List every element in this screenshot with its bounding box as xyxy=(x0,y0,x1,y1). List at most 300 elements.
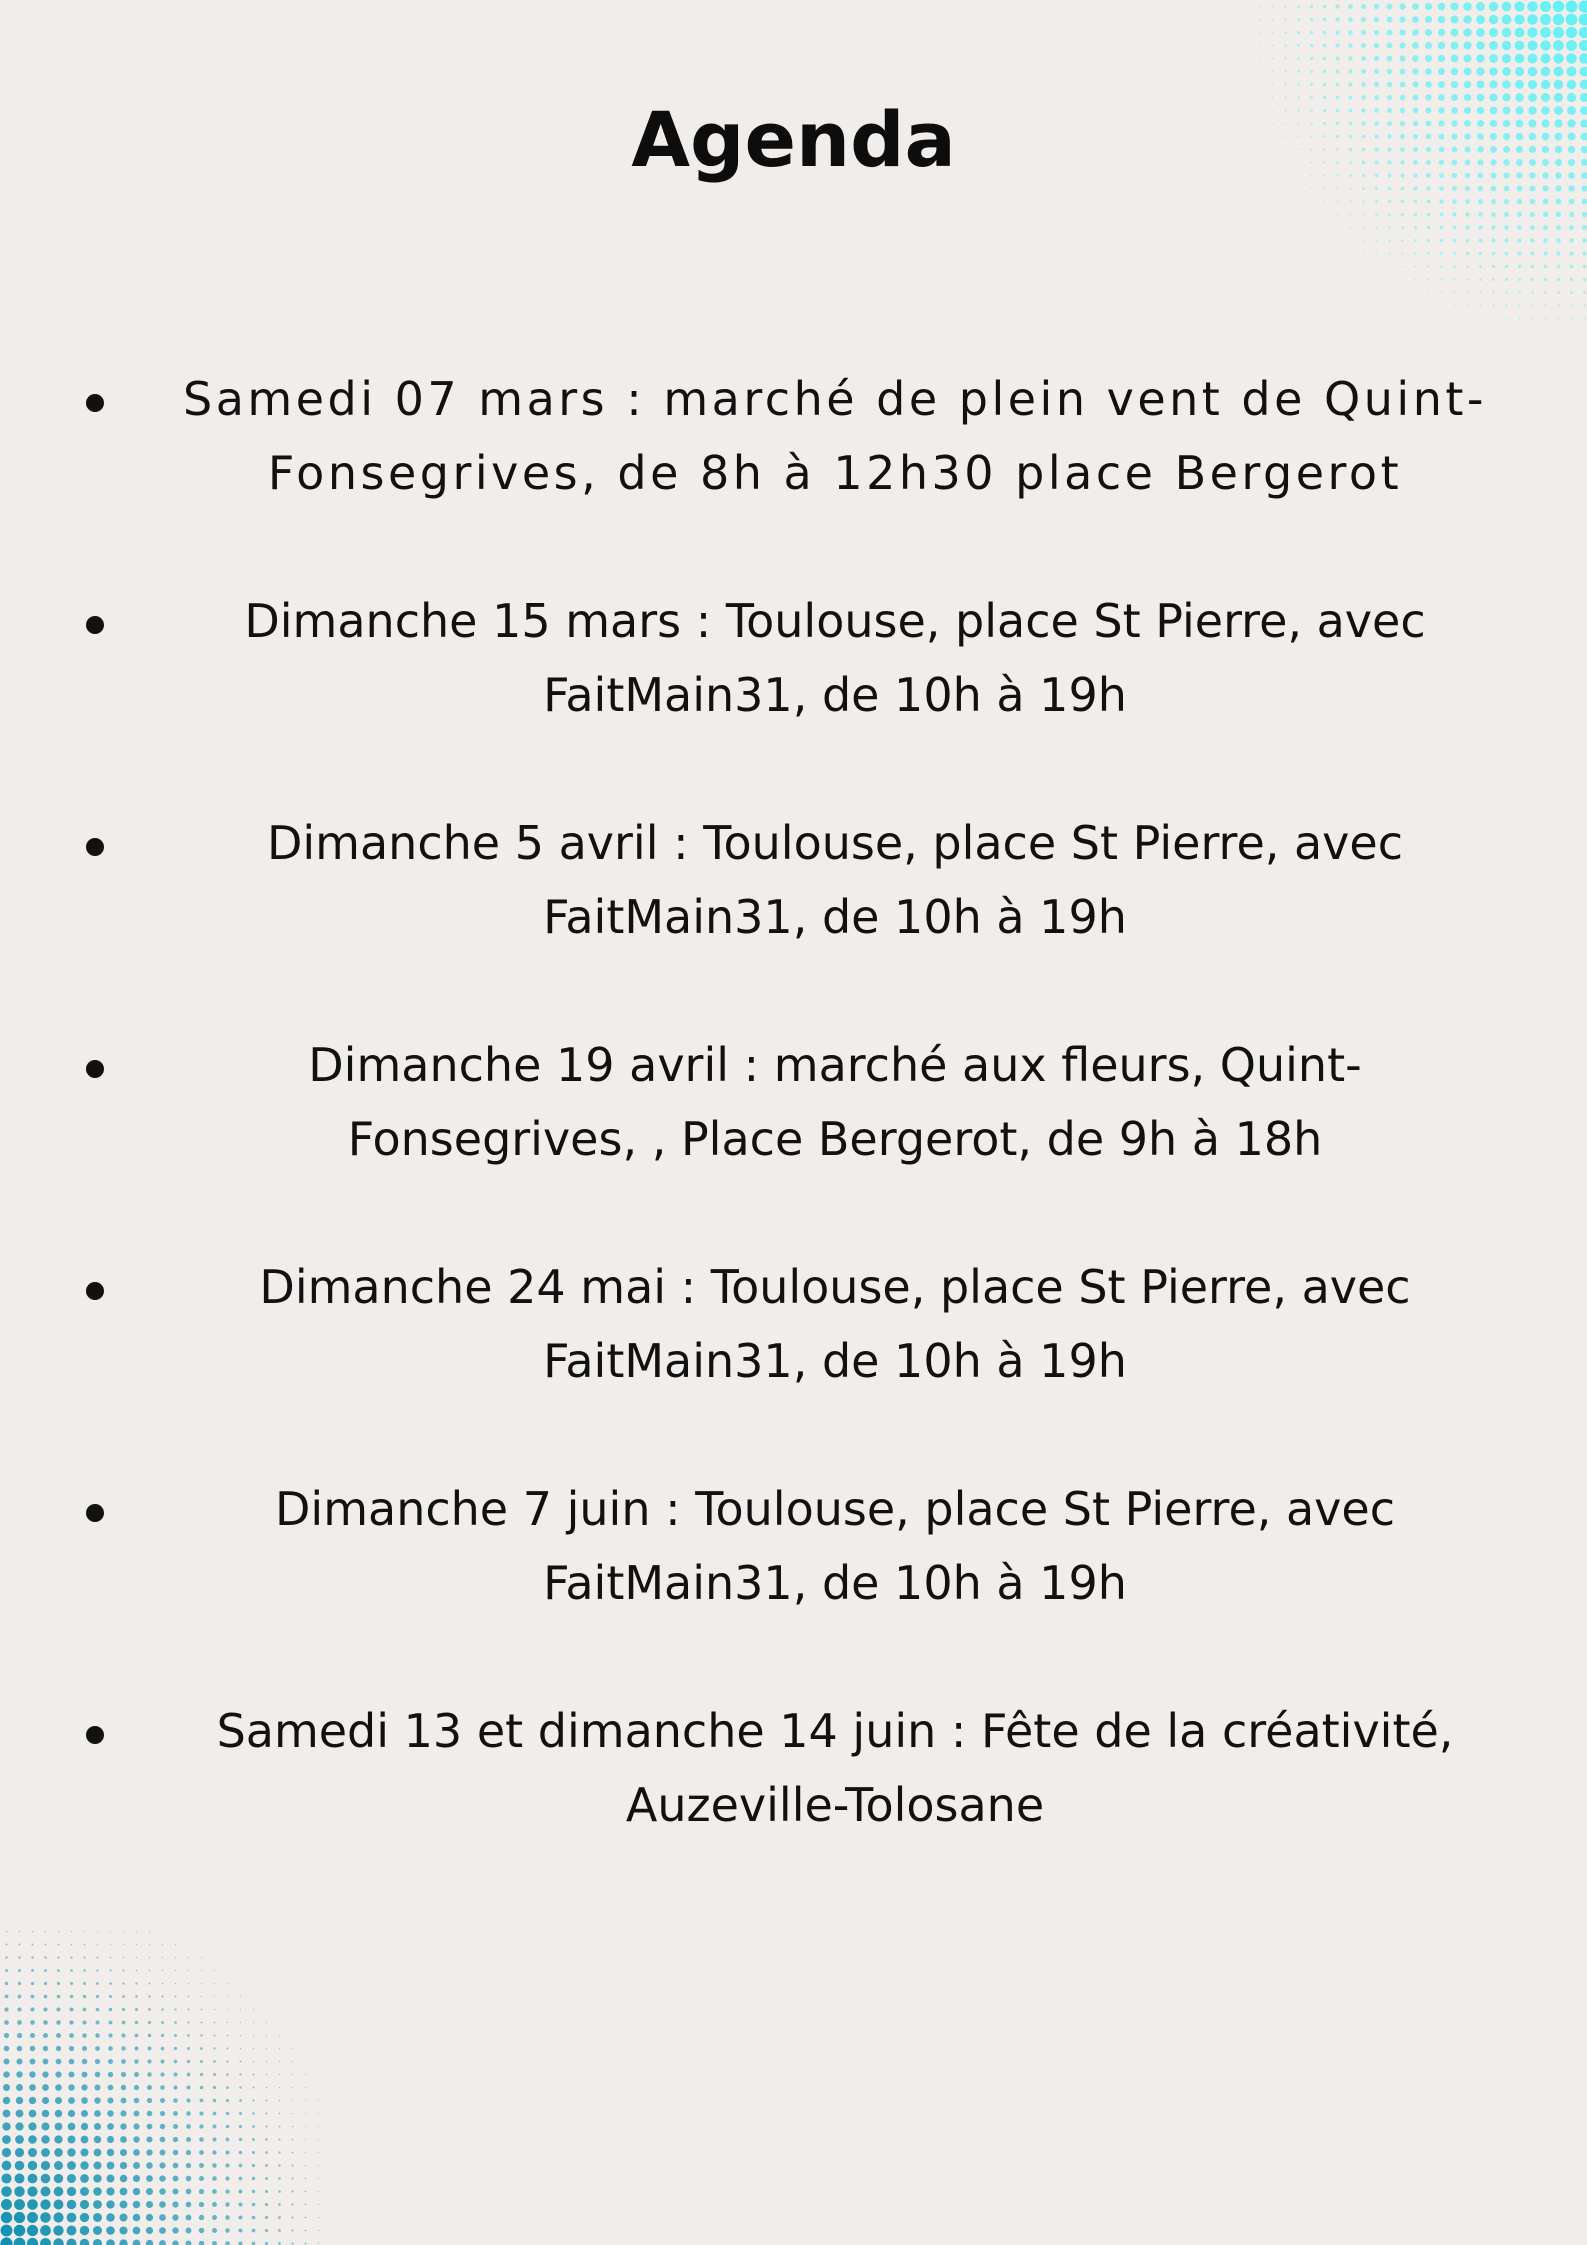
halftone-dot xyxy=(175,1970,176,1971)
halftone-dot xyxy=(29,2071,35,2077)
halftone-dot xyxy=(16,2058,22,2064)
halftone-dot xyxy=(1451,81,1458,88)
halftone-dot xyxy=(225,2189,229,2193)
halftone-dot xyxy=(265,2177,268,2180)
halftone-dot xyxy=(305,2191,307,2193)
halftone-dot xyxy=(266,2061,267,2062)
halftone-dot xyxy=(1583,291,1586,294)
halftone-dot xyxy=(135,1982,137,1984)
halftone-dot xyxy=(1554,80,1564,90)
halftone-dot xyxy=(149,1957,150,1958)
halftone-dot xyxy=(147,2124,153,2130)
halftone-dot xyxy=(213,2086,216,2089)
halftone-dot xyxy=(1348,82,1352,86)
halftone-dot xyxy=(68,2071,74,2077)
agenda-item-line-1: Dimanche 7 juin : Toulouse, place St Pierre, avec xyxy=(275,1482,1395,1536)
agenda-item-line-2: FaitMain31, de 10h à 19h xyxy=(543,668,1127,722)
halftone-dot xyxy=(318,2204,319,2205)
halftone-dot xyxy=(1350,240,1351,241)
halftone-dot xyxy=(1363,227,1365,229)
halftone-dot xyxy=(80,2161,88,2169)
halftone-dot xyxy=(292,2087,293,2088)
halftone-dot xyxy=(94,2123,101,2130)
halftone-dot xyxy=(1401,213,1404,216)
halftone-dot xyxy=(226,2060,228,2062)
halftone-dot xyxy=(1493,305,1495,307)
halftone-dot xyxy=(14,2186,24,2196)
halftone-dot xyxy=(83,1969,86,1972)
halftone-dot xyxy=(1582,212,1587,217)
halftone-dot xyxy=(1272,58,1274,60)
halftone-dot xyxy=(1478,199,1483,204)
halftone-dot xyxy=(1465,199,1470,204)
halftone-dot xyxy=(54,2200,64,2210)
halftone-dot xyxy=(1566,66,1576,76)
halftone-dot xyxy=(1412,29,1419,36)
halftone-dot xyxy=(199,2202,204,2207)
halftone-dot xyxy=(188,2009,190,2011)
halftone-dot xyxy=(1518,304,1520,306)
halftone-dot xyxy=(318,2113,319,2114)
halftone-dot xyxy=(1363,240,1365,242)
halftone-dot xyxy=(41,2135,49,2143)
halftone-dot xyxy=(1440,265,1443,268)
halftone-dot xyxy=(80,2239,89,2245)
halftone-dot xyxy=(239,2164,243,2168)
halftone-dot xyxy=(41,2174,51,2184)
halftone-dot xyxy=(1298,201,1299,202)
halftone-dot xyxy=(110,1957,112,1959)
halftone-dot xyxy=(1453,265,1456,268)
halftone-dot xyxy=(1505,278,1508,281)
halftone-dot xyxy=(133,2188,140,2195)
halftone-dot xyxy=(225,2215,230,2220)
halftone-dot xyxy=(292,2152,294,2154)
halftone-dot xyxy=(109,1982,112,1985)
halftone-dot xyxy=(69,2046,74,2051)
halftone-dot xyxy=(1414,252,1416,254)
halftone-dot xyxy=(14,2199,25,2210)
halftone-dot xyxy=(1,2186,12,2197)
halftone-dot xyxy=(67,2174,76,2183)
halftone-dot xyxy=(240,2048,242,2050)
halftone-dot xyxy=(120,2201,128,2209)
halftone-dot xyxy=(107,2123,114,2130)
halftone-dot xyxy=(18,1956,20,1958)
halftone-dot xyxy=(2,2161,12,2171)
halftone-dot xyxy=(1324,214,1325,215)
halftone-dot xyxy=(82,2020,86,2024)
halftone-dot xyxy=(108,2059,113,2064)
halftone-dot xyxy=(1438,81,1445,88)
halftone-dot xyxy=(133,2214,141,2222)
agenda-item-text xyxy=(140,362,1530,510)
halftone-dot xyxy=(1349,200,1351,202)
halftone-dot xyxy=(1426,199,1430,203)
halftone-dot xyxy=(1259,45,1261,47)
halftone-dot xyxy=(172,2214,178,2220)
halftone-dot xyxy=(6,1931,8,1933)
halftone-dot xyxy=(18,1969,21,1972)
halftone-dot xyxy=(17,2007,21,2011)
halftone-dot xyxy=(1544,291,1547,294)
halftone-dot xyxy=(1466,278,1468,280)
halftone-dot xyxy=(3,2058,9,2064)
halftone-dot xyxy=(81,2097,88,2104)
halftone-dot xyxy=(4,2007,8,2011)
halftone-dot xyxy=(147,2098,152,2103)
halftone-dot xyxy=(1502,41,1511,50)
halftone-dot xyxy=(1440,239,1443,242)
halftone-dot xyxy=(94,2084,100,2090)
halftone-dot xyxy=(292,2100,293,2101)
halftone-dot xyxy=(1259,19,1261,21)
halftone-dot xyxy=(279,2113,281,2115)
halftone-dot xyxy=(1466,252,1469,255)
halftone-dot xyxy=(69,2020,73,2024)
halftone-dot xyxy=(1528,80,1537,89)
halftone-dot xyxy=(239,2112,242,2115)
halftone-dot xyxy=(1451,68,1458,75)
halftone-dot xyxy=(1271,31,1273,33)
halftone-dot xyxy=(67,2135,75,2143)
bullet-icon xyxy=(86,616,104,634)
halftone-dot xyxy=(200,2021,202,2023)
halftone-dot xyxy=(1452,199,1457,204)
halftone-dot xyxy=(1489,54,1498,63)
halftone-dot xyxy=(1387,30,1393,36)
halftone-dot xyxy=(1399,16,1405,22)
halftone-dot xyxy=(1479,265,1482,268)
halftone-dot xyxy=(318,2217,319,2218)
halftone-dot xyxy=(1412,68,1418,74)
halftone-dot xyxy=(1363,279,1364,280)
halftone-dot xyxy=(148,2008,151,2011)
halftone-dot xyxy=(160,2085,165,2090)
halftone-dot xyxy=(1570,278,1573,281)
halftone-dot xyxy=(240,1996,241,1997)
halftone-dot xyxy=(1374,56,1379,61)
halftone-dot xyxy=(201,1970,202,1971)
halftone-dot xyxy=(1540,53,1550,63)
halftone-dot xyxy=(1298,227,1299,228)
halftone-dot xyxy=(30,2059,36,2065)
halftone-dot xyxy=(1582,238,1587,243)
halftone-dot xyxy=(279,2126,281,2128)
halftone-dot xyxy=(1518,265,1521,268)
halftone-dot xyxy=(214,2022,216,2024)
halftone-dot xyxy=(1335,43,1339,47)
halftone-dot xyxy=(1477,81,1485,89)
halftone-dot xyxy=(1297,18,1300,21)
halftone-dot xyxy=(107,2110,113,2116)
halftone-dot xyxy=(173,2176,179,2182)
halftone-dot xyxy=(1297,70,1300,73)
halftone-dot xyxy=(1515,41,1525,51)
halftone-dot xyxy=(29,2084,36,2091)
halftone-dot xyxy=(305,2126,306,2127)
halftone-dot xyxy=(95,2020,99,2024)
halftone-dot xyxy=(5,1969,8,1972)
page-title: Agenda xyxy=(631,95,956,184)
halftone-dot xyxy=(225,2228,230,2233)
halftone-dot xyxy=(239,2203,243,2207)
halftone-dot xyxy=(212,2150,216,2154)
halftone-dot xyxy=(186,2202,192,2208)
halftone-dot xyxy=(252,2138,255,2141)
halftone-dot xyxy=(106,2187,114,2195)
halftone-dot xyxy=(1554,67,1564,77)
halftone-dot xyxy=(186,2228,192,2234)
halftone-dot xyxy=(172,2201,178,2207)
halftone-dot xyxy=(67,2213,77,2223)
halftone-dot xyxy=(1284,44,1286,46)
halftone-dot xyxy=(121,2059,126,2064)
halftone-dot xyxy=(1387,82,1392,87)
halftone-dot xyxy=(162,1957,163,1958)
halftone-dot xyxy=(70,1982,73,1985)
halftone-dot xyxy=(1387,69,1393,75)
halftone-dot xyxy=(27,2212,38,2223)
halftone-dot xyxy=(55,2110,62,2117)
halftone-dot xyxy=(133,2162,140,2169)
halftone-dot xyxy=(318,2230,319,2231)
halftone-dot xyxy=(32,1931,34,1933)
halftone-dot xyxy=(239,2190,243,2194)
halftone-dot xyxy=(1578,0,1587,12)
halftone-dot xyxy=(121,2072,126,2077)
halftone-dot xyxy=(1337,227,1338,228)
halftone-dot xyxy=(1491,225,1495,229)
halftone-dot xyxy=(1452,212,1456,216)
halftone-dot xyxy=(1557,278,1560,281)
halftone-dot xyxy=(1,2225,13,2237)
halftone-dot xyxy=(147,2111,153,2117)
halftone-dot xyxy=(1363,253,1364,254)
halftone-dot xyxy=(174,2008,176,2010)
halftone-dot xyxy=(120,2149,127,2156)
halftone-dot xyxy=(226,2099,229,2102)
agenda-item-text xyxy=(140,1694,1530,1842)
halftone-dot xyxy=(1425,68,1432,75)
halftone-dot xyxy=(1246,71,1247,72)
halftone-dot xyxy=(1502,28,1512,38)
halftone-dot xyxy=(134,2098,140,2104)
halftone-dot xyxy=(44,1969,47,1972)
halftone-dot xyxy=(278,2177,281,2180)
halftone-dot xyxy=(172,2240,178,2245)
halftone-dot xyxy=(121,2085,127,2091)
halftone-dot xyxy=(134,2046,138,2050)
halftone-dot xyxy=(1389,266,1391,268)
halftone-dot xyxy=(1425,3,1432,10)
halftone-dot xyxy=(1350,253,1351,254)
halftone-dot xyxy=(201,1996,202,1997)
halftone-dot xyxy=(71,1931,72,1932)
halftone-dot xyxy=(253,2061,255,2063)
halftone-dot xyxy=(1284,83,1286,85)
halftone-dot xyxy=(1284,18,1287,21)
halftone-dot xyxy=(54,2161,63,2170)
halftone-dot xyxy=(3,2097,10,2104)
halftone-dot xyxy=(1569,238,1574,243)
halftone-dot xyxy=(225,2176,229,2180)
halftone-dot xyxy=(3,2084,10,2091)
halftone-dot xyxy=(69,2033,74,2038)
halftone-dot xyxy=(1544,265,1548,269)
halftone-dot xyxy=(1454,318,1455,319)
halftone-dot xyxy=(1387,4,1393,10)
halftone-dot xyxy=(187,2086,191,2090)
halftone-dot xyxy=(1284,57,1286,59)
halftone-dot xyxy=(174,2047,177,2050)
halftone-dot xyxy=(1428,318,1429,319)
agenda-item-line-2: FaitMain31, de 10h à 19h xyxy=(543,1556,1127,1610)
halftone-dot xyxy=(56,2046,61,2051)
halftone-dot xyxy=(1438,42,1445,49)
agenda-item xyxy=(0,1694,1587,1916)
halftone-dot xyxy=(1401,226,1404,229)
halftone-dot xyxy=(1374,69,1379,74)
halftone-dot xyxy=(159,2240,166,2245)
halftone-dot xyxy=(1583,278,1586,281)
halftone-dot xyxy=(1566,1,1578,13)
halftone-dot xyxy=(16,2110,24,2118)
halftone-dot xyxy=(1,2199,12,2210)
halftone-dot xyxy=(1438,68,1445,75)
halftone-dot xyxy=(226,2047,228,2049)
halftone-dot xyxy=(227,2022,228,2023)
halftone-dot xyxy=(266,2035,267,2036)
halftone-dot xyxy=(1566,53,1576,63)
halftone-dot xyxy=(1543,225,1548,230)
halftone-dot xyxy=(1467,305,1469,307)
halftone-dot xyxy=(1570,291,1573,294)
halftone-dot xyxy=(81,2123,88,2130)
halftone-dot xyxy=(1337,266,1338,267)
halftone-dot xyxy=(1427,213,1431,217)
halftone-dot xyxy=(119,2226,127,2234)
halftone-dot xyxy=(16,2097,23,2104)
halftone-dot xyxy=(291,2203,293,2205)
halftone-dot xyxy=(1466,239,1470,243)
halftone-dot xyxy=(226,2125,230,2129)
halftone-dot xyxy=(1531,291,1534,294)
halftone-dot xyxy=(1584,318,1586,320)
halftone-dots-bottom-left xyxy=(0,1925,320,2245)
halftone-dot xyxy=(186,2215,192,2221)
halftone-dot xyxy=(278,2190,281,2193)
halftone-dot xyxy=(318,2152,319,2153)
halftone-dot xyxy=(162,1983,164,1985)
halftone-dot xyxy=(1517,212,1522,217)
halftone-dot xyxy=(1479,252,1482,255)
halftone-dot xyxy=(278,2216,281,2219)
halftone-dot xyxy=(1464,68,1472,76)
halftone-dot xyxy=(107,2149,114,2156)
halftone-dot xyxy=(1259,71,1260,72)
halftone-dot xyxy=(278,2138,280,2140)
halftone-dot xyxy=(1402,266,1404,268)
halftone-dot xyxy=(27,2186,37,2196)
halftone-dot xyxy=(1376,240,1378,242)
halftone-dot xyxy=(93,2213,102,2222)
halftone-dot xyxy=(1583,265,1587,269)
halftone-dot xyxy=(82,2046,87,2051)
halftone-dot xyxy=(1493,318,1495,320)
halftone-dot xyxy=(14,2212,25,2223)
halftone-dot xyxy=(107,2136,114,2143)
halftone-dot xyxy=(1233,32,1234,33)
halftone-dot xyxy=(1348,56,1352,60)
halftone-dot xyxy=(1415,305,1416,306)
halftone-dot xyxy=(1272,84,1274,86)
halftone-dot xyxy=(95,2072,101,2078)
halftone-dot xyxy=(1451,29,1459,37)
halftone-dot xyxy=(160,2111,165,2116)
halftone-dot xyxy=(109,1969,111,1971)
halftone-dot xyxy=(160,2137,166,2143)
halftone-dot xyxy=(120,2175,128,2183)
halftone-dot xyxy=(80,2213,89,2222)
halftone-dot xyxy=(213,2073,216,2076)
halftone-dot xyxy=(1557,265,1561,269)
halftone-dot xyxy=(1233,45,1234,46)
halftone-dot xyxy=(1374,30,1379,35)
halftone-dot xyxy=(200,2047,203,2050)
halftone-dot xyxy=(199,2176,204,2181)
halftone-dot xyxy=(133,2175,140,2182)
halftone-dot xyxy=(122,1995,125,1998)
halftone-dot xyxy=(318,2165,319,2166)
halftone-dot xyxy=(160,2072,164,2076)
halftone-dot xyxy=(279,2035,280,2036)
halftone-dot xyxy=(253,2074,255,2076)
halftone-dot xyxy=(252,2216,256,2220)
halftone-dot xyxy=(1337,214,1339,216)
halftone-dot xyxy=(1323,57,1327,61)
halftone-dot xyxy=(1553,1,1564,12)
halftone-dot xyxy=(1438,29,1446,37)
agenda-item-line-2: Fonsegrives, , Place Bergerot, de 9h à 18h xyxy=(347,1112,1323,1166)
halftone-dot xyxy=(1544,304,1546,306)
halftone-dot xyxy=(1285,214,1286,215)
halftone-dot xyxy=(1517,199,1522,204)
halftone-dot xyxy=(1297,5,1300,8)
halftone-dot xyxy=(133,2227,141,2235)
halftone-dot xyxy=(1400,69,1406,75)
halftone-dot xyxy=(1389,292,1390,293)
halftone-dot xyxy=(1463,41,1471,49)
halftone-dot xyxy=(161,2008,164,2011)
halftone-dot xyxy=(199,2241,204,2245)
halftone-dot xyxy=(1337,253,1338,254)
halftone-dot xyxy=(119,2213,127,2221)
halftone-dot xyxy=(107,2162,115,2170)
halftone-dot xyxy=(2,2122,10,2130)
halftone-dot xyxy=(17,2033,22,2038)
halftone-dot xyxy=(5,1982,8,1985)
halftone-dot xyxy=(1531,265,1535,269)
halftone-dot xyxy=(1311,240,1312,241)
halftone-dot xyxy=(1439,199,1443,203)
halftone-dot xyxy=(57,1969,60,1972)
halftone-dot xyxy=(94,2149,102,2157)
halftone-dot xyxy=(54,2135,62,2143)
halftone-dot xyxy=(305,2178,307,2180)
halftone-dot xyxy=(279,2100,281,2102)
halftone-dot xyxy=(4,2020,9,2025)
